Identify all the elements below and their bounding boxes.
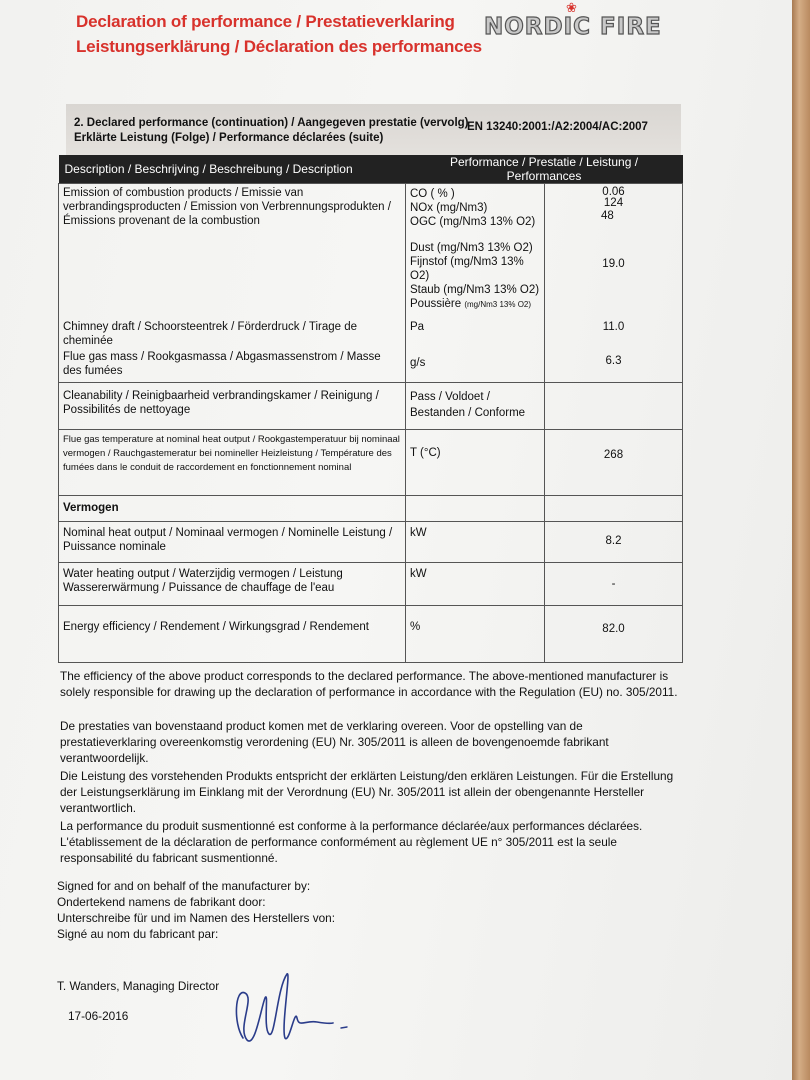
emission-values [545, 184, 683, 317]
col-description-header: Description / Beschrijving / Beschreibung / Description [59, 155, 406, 184]
table-row-water [59, 563, 683, 606]
ogc-value: 48 [601, 210, 614, 222]
table-row-cleanability [59, 383, 683, 430]
clean-unit: Pass / Voldoet / Bestanden / Conforme [406, 383, 545, 430]
dust-label4: Poussière [410, 298, 462, 310]
section-title-line2: Erklärte Leistung (Folge) / Performance déclarées (suite) [74, 132, 384, 144]
flame-icon: ❀ [566, 0, 577, 15]
dust-label3: Staub (mg/Nm3 13% O2) [410, 284, 540, 296]
section-title [74, 116, 469, 146]
clean-value [545, 383, 683, 430]
nominal-unit: kW [406, 522, 545, 563]
dust-label2: Fijnstof (mg/Nm3 13% O2) [410, 256, 524, 282]
signoff-line2: Ondertekend namens de fabrikant door: [57, 895, 266, 909]
table-row-vermogen [59, 496, 683, 522]
table-row-chimney [59, 316, 683, 348]
emission-units [406, 184, 545, 317]
signoff-line3: Unterschreibe für und im Namen des Herstellers von: [57, 911, 335, 925]
dust-value: 19.0 [602, 258, 625, 270]
chimney-value: 11.0 [545, 316, 683, 348]
chimney-unit: Pa [406, 316, 545, 348]
co-value: 0.06 [602, 186, 625, 198]
brand-logo: NORDIC FIRE [484, 14, 662, 40]
section-standard: EN 13240:2001:/A2:2004/AC:2007 [467, 121, 648, 133]
dust-label1: Dust (mg/Nm3 13% O2) [410, 242, 533, 254]
ogc-label: OGC (mg/Nm3 13% O2) [410, 216, 536, 228]
vermogen-label: Vermogen [59, 496, 406, 522]
table-row-flue-mass [59, 348, 683, 383]
performance-table [58, 155, 683, 663]
vermogen-empty-value [545, 496, 683, 522]
efficiency-value: 82.0 [545, 606, 683, 663]
chimney-desc: Chimney draft / Schoorsteentrek / Förderdruck / Tirage de cheminée [59, 316, 406, 348]
signatory-name: T. Wanders, Managing Director [57, 979, 220, 993]
flue-temp-unit: T (°C) [406, 430, 545, 496]
signoff-line4: Signé au nom du fabricant par: [57, 927, 219, 941]
co-label: CO ( % ) [410, 188, 455, 200]
flue-temp-value: 268 [545, 430, 683, 496]
emission-desc: Emission of combustion products / Emissie van verbrandingsproducten / Emission von Verbrennungsprodukten / Émissions provenant de la combustion [59, 184, 406, 317]
clean-desc: Cleanability / Reinigbaarheid verbrandingskamer / Reinigung / Possibilités de nettoyage [59, 383, 406, 430]
dust-label4-unit: (mg/Nm3 13% O2) [464, 300, 532, 309]
table-row-nominal [59, 522, 683, 563]
statement-nl: De prestaties van bovenstaand product komen met de verklaring overeen. Voor de opstelling van de prestatieverklaring overeenkomstig verordening (EU) Nr. 305/2011 is alleen de bovengenoemde fabrikant verantwoordelijk. [60, 719, 609, 765]
flue-mass-desc: Flue gas mass / Rookgasmassa / Abgasmassenstrom / Masse des fumées [59, 348, 406, 383]
vermogen-empty-unit [406, 496, 545, 522]
flue-mass-unit: g/s [406, 348, 545, 383]
table-row-efficiency [59, 606, 683, 663]
water-unit: kW [406, 563, 545, 606]
statement-de: Die Leistung des vorstehenden Produkts entspricht der erklärten Leistung/den erklären Leistungen. Für die Erstellung der Leistungserklärung im Einklang mit der Verordnung (EU) Nr. 305/2011 ist allein der obengenannte Hersteller verantwortlich. [60, 769, 674, 815]
water-value: - [545, 563, 683, 606]
section-title-line1: 2. Declared performance (continuation) / Aangegeven prestatie (vervolg) [74, 117, 469, 129]
nominal-desc: Nominal heat output / Nominaal vermogen / Nominelle Leistung / Puissance nominale [59, 522, 406, 563]
nox-label: NOx (mg/Nm3) [410, 202, 488, 214]
table-row-emission [59, 184, 683, 317]
handwritten-signature [225, 968, 355, 1048]
signoff-date: 17-06-2016 [68, 1009, 129, 1023]
col-performance-header: Performance / Prestatie / Leistung / Performances [406, 155, 683, 184]
efficiency-desc: Energy efficiency / Rendement / Wirkungsgrad / Rendement [59, 606, 406, 663]
wood-surface [792, 0, 810, 1080]
statement-en: The efficiency of the above product corresponds to the declared performance. The above-mentioned manufacturer is solely responsible for drawing up the declaration of performance in accordance with the Regulation (EU) no. 305/2011. [60, 669, 678, 699]
signoff-block [57, 878, 335, 942]
table-row-flue-temp [59, 430, 683, 496]
doc-title-line1: Declaration of performance / Prestatieverklaring [76, 12, 455, 31]
statement-fr: La performance du produit susmentionné est conforme à la performance déclarée/aux performances déclarées. L'établissement de la déclaration de performance conformément au règlement UE n° 305/2011 est la seule responsabilité du fabricant susmentionné. [60, 819, 643, 865]
table-header-row [59, 155, 683, 184]
flue-mass-value: 6.3 [545, 348, 683, 383]
nox-value: 124 [603, 197, 624, 209]
signoff-line1: Signed for and on behalf of the manufacturer by: [57, 879, 311, 893]
efficiency-unit: % [406, 606, 545, 663]
doc-title-line2: Leistungserklärung / Déclaration des performances [76, 37, 482, 56]
nominal-value: 8.2 [545, 522, 683, 563]
water-desc: Water heating output / Waterzijdig vermogen / Leistung Wassererwärmung / Puissance de chauffage de l'eau [59, 563, 406, 606]
flue-temp-desc: Flue gas temperature at nominal heat output / Rookgastemperatuur bij nominaal vermogen / Rauchgastemeratur bei nomineller Heizleistung / Température des fumées dans le conduit de raccordement en fonctionnement nominal [59, 430, 406, 496]
